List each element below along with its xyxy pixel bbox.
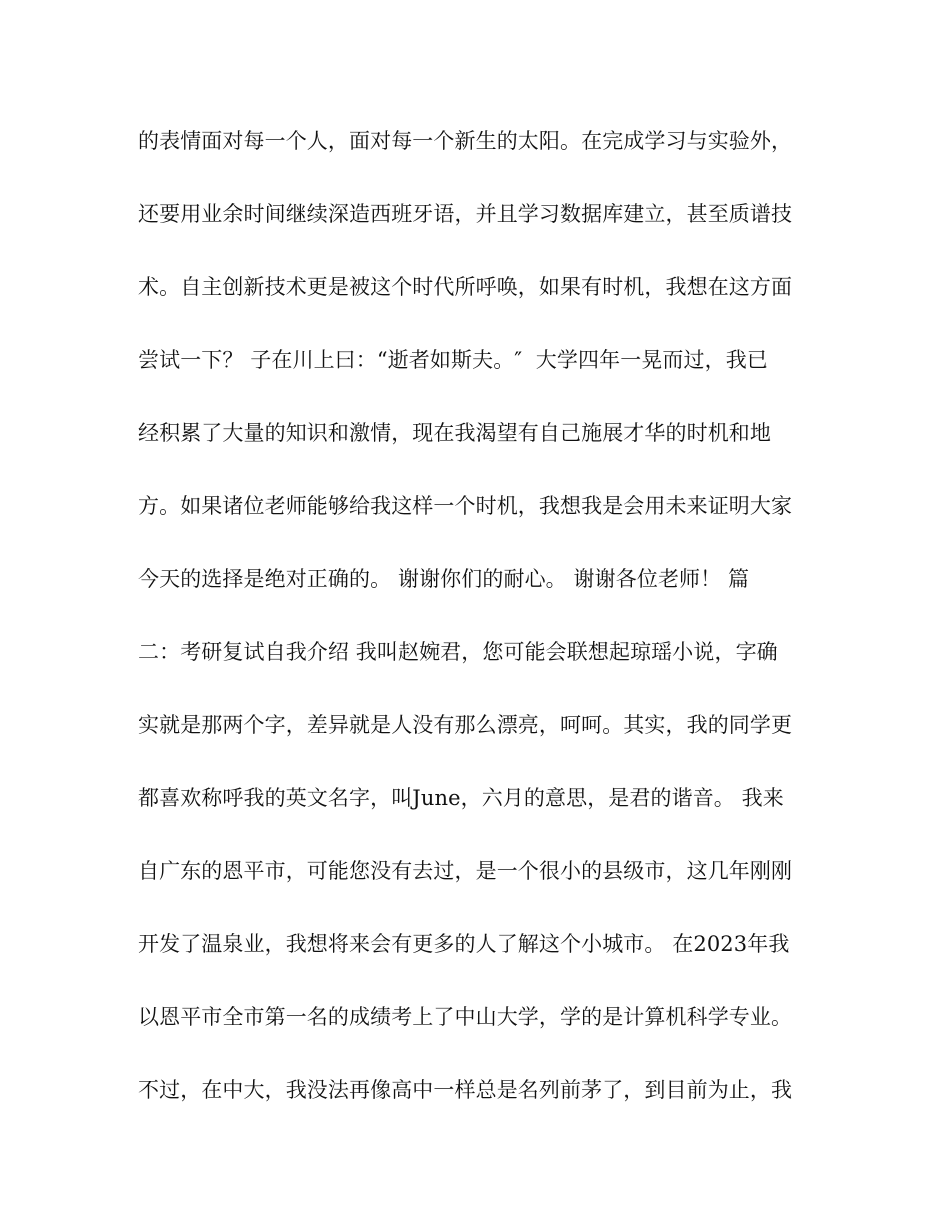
text-line: 自广东的恩平市，可能您没有去过，是一个很小的县级市，这几年刚刚 — [138, 859, 793, 883]
text-line: 二：考研复试自我介绍 我叫赵婉君，您可能会联想起琼瑶小说，字确 — [138, 640, 778, 664]
text-line: 术。自主创新技术更是被这个时代所呼唤，如果有时机，我想在这方面 — [138, 275, 793, 299]
text-line: 尝试一下？ 子在川上曰：“逝者如斯夫。″ 大学四年一晃而过，我已 — [138, 348, 768, 372]
text-line: 以恩平市全市第一名的成绩考上了中山大学，学的是计算机科学专业。 — [138, 1005, 793, 1029]
text-line: 今天的选择是绝对正确的。 谢谢你们的耐心。 谢谢各位老师！ 篇 — [138, 567, 750, 591]
text-line: 开发了温泉业，我想将来会有更多的人了解这个小城市。 在2023年我 — [138, 932, 790, 956]
text-line: 实就是那两个字，差异就是人没有那么漂亮，呵呵。其实，我的同学更 — [138, 713, 793, 737]
text-line: 不过，在中大，我没法再像高中一样总是名列前茅了，到目前为止，我 — [138, 1078, 793, 1102]
document-body — [138, 124, 828, 1146]
text-line: 都喜欢称呼我的英文名字，叫June，六月的意思，是君的谐音。 我来 — [138, 786, 784, 810]
text-line: 的表情面对每一个人，面对每一个新生的太阳。在完成学习与实验外， — [138, 129, 793, 153]
text-line: 方。如果诸位老师能够给我这样一个时机，我想我是会用未来证明大家 — [138, 494, 793, 518]
text-line: 经积累了大量的知识和激情，现在我渴望有自己施展才华的时机和地 — [138, 421, 771, 445]
text-line: 还要用业余时间继续深造西班牙语，并且学习数据库建立，甚至质谱技 — [138, 202, 793, 226]
